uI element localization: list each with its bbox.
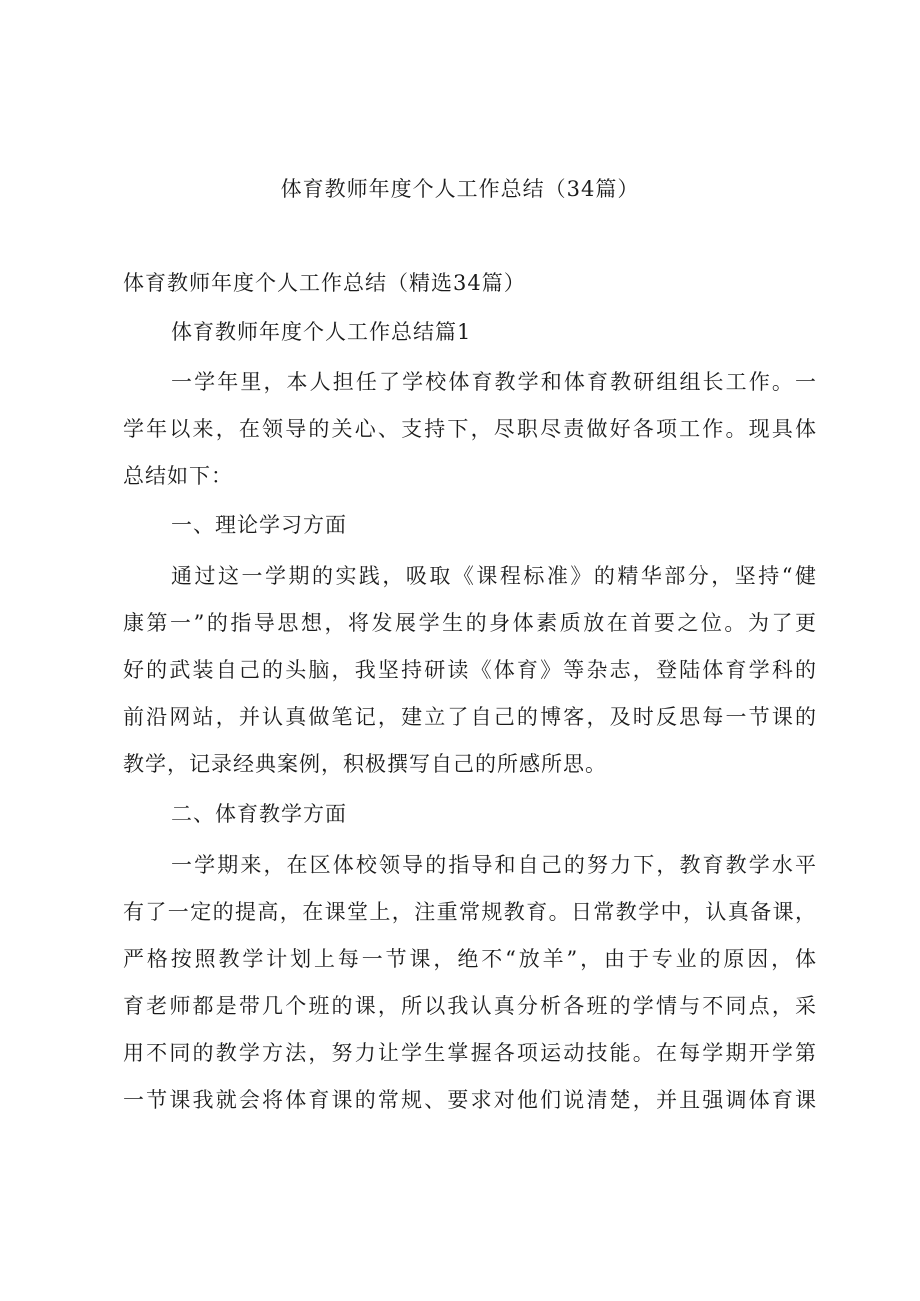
intro-paragraph bbox=[123, 359, 823, 500]
paragraph-line: 学年以来，在领导的关心、支持下，尽职尽责做好各项工作。现具体 bbox=[123, 417, 817, 441]
paragraph-line: 一学期来，在区体校领导的指导和自己的努力下，教育教学水平 bbox=[171, 853, 817, 877]
paragraph-line: 有了一定的提高，在课堂上，注重常规教育。日常教学中，认真备课， bbox=[123, 900, 817, 924]
paragraph-line: 育老师都是带几个班的课，所以我认真分析各班的学情与不同点，采 bbox=[123, 994, 817, 1018]
paragraph-line: 通过这一学期的实践，吸取《课程标准》的精华部分，坚持“健 bbox=[171, 564, 817, 588]
section-heading-teaching: 二、体育教学方面 bbox=[171, 802, 347, 826]
article-heading: 体育教师年度个人工作总结篇1 bbox=[171, 320, 472, 344]
paragraph-line: 严格按照教学计划上每一节课，绝不“放羊”，由于专业的原因，体 bbox=[123, 947, 817, 971]
teaching-paragraph bbox=[123, 842, 823, 1124]
paragraph-line: 教学，记录经典案例，积极撰写自己的所感所思。 bbox=[123, 752, 607, 776]
document-title: 体育教师年度个人工作总结（34篇） bbox=[280, 177, 640, 201]
theory-paragraph bbox=[123, 553, 823, 788]
paragraph-line: 康第一”的指导思想，将发展学生的身体素质放在首要之位。为了更 bbox=[123, 611, 817, 635]
document-subtitle: 体育教师年度个人工作总结（精选34篇） bbox=[123, 271, 526, 295]
paragraph-line: 好的武装自己的头脑，我坚持研读《体育》等杂志，登陆体育学科的 bbox=[123, 658, 817, 682]
section-heading-theory: 一、理论学习方面 bbox=[171, 513, 347, 537]
paragraph-line: 前沿网站，并认真做笔记，建立了自己的博客，及时反思每一节课的 bbox=[123, 705, 817, 729]
paragraph-line: 总结如下： bbox=[123, 464, 233, 488]
paragraph-line: 一节课我就会将体育课的常规、要求对他们说清楚，并且强调体育课 bbox=[123, 1088, 817, 1112]
paragraph-line: 用不同的教学方法，努力让学生掌握各项运动技能。在每学期开学第 bbox=[123, 1041, 817, 1065]
paragraph-line: 一学年里，本人担任了学校体育教学和体育教研组组长工作。一 bbox=[171, 370, 817, 394]
